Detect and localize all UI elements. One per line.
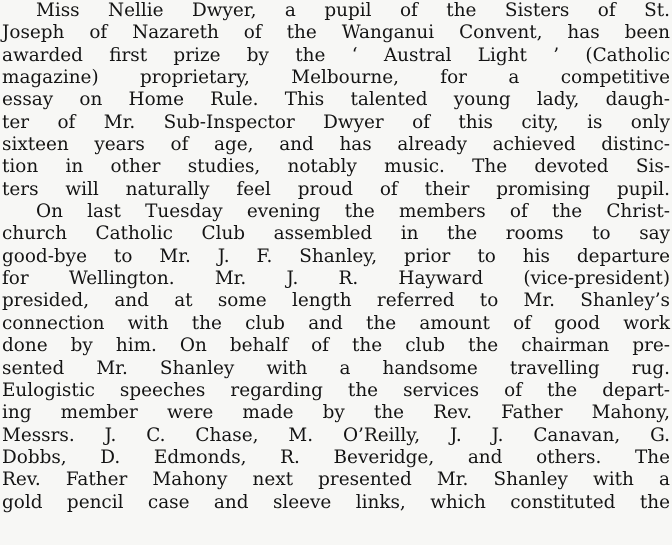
text-line: good-bye to Mr. J. F. Shanley, prior to his departure [2,245,670,267]
text-line: Joseph of Nazareth of the Wanganui Convent, has been [2,22,670,44]
text-line: gold pencil case and sleeve links, which constituted the [2,491,670,513]
text-line: Messrs. J. C. Chase, M. O’Reilly, J. J. Canavan, G. [2,424,670,446]
text-line: magazine) proprietary, Melbourne, for a competitive [2,67,670,89]
paragraph-nellie-dwyer [2,0,670,201]
text-line: ter of Mr. Sub-Inspector Dwyer of this city, is only [2,111,670,133]
text-line: essay on Home Rule. This talented young lady, daugh- [2,89,670,111]
text-line: sented Mr. Shanley with a handsome travelling rug. [2,357,670,379]
text-line: On last Tuesday evening the members of the Christ- [36,201,670,223]
text-line: awarded first prize by the ‘ Austral Light ’ (Catholic [2,44,670,66]
article-column [2,0,670,514]
text-line: connection with the club and the amount of good work [2,312,670,334]
text-line: church Catholic Club assembled in the rooms to say [2,223,670,245]
text-line: ters will naturally feel proud of their promising pupil. [2,178,670,200]
text-line: Miss Nellie Dwyer, a pupil of the Sisters of St. [36,0,670,21]
text-line: done by him. On behalf of the club the chairman pre- [2,335,670,357]
text-line: presided, and at some length referred to Mr. Shanley’s [2,290,670,312]
text-line: for Wellington. Mr. J. R. Hayward (vice-president) [2,268,670,290]
paragraph-catholic-club [2,201,670,514]
text-line: tion in other studies, notably music. The devoted Sis- [2,156,670,178]
text-line: Dobbs, D. Edmonds, R. Beveridge, and others. The [2,446,670,468]
text-line: Rev. Father Mahony next presented Mr. Shanley with a [2,469,670,491]
text-line: sixteen years of age, and has already achieved distinc- [2,134,670,156]
text-line: Eulogistic speeches regarding the services of the depart- [2,379,670,401]
text-line: ing member were made by the Rev. Father Mahony, [2,402,670,424]
